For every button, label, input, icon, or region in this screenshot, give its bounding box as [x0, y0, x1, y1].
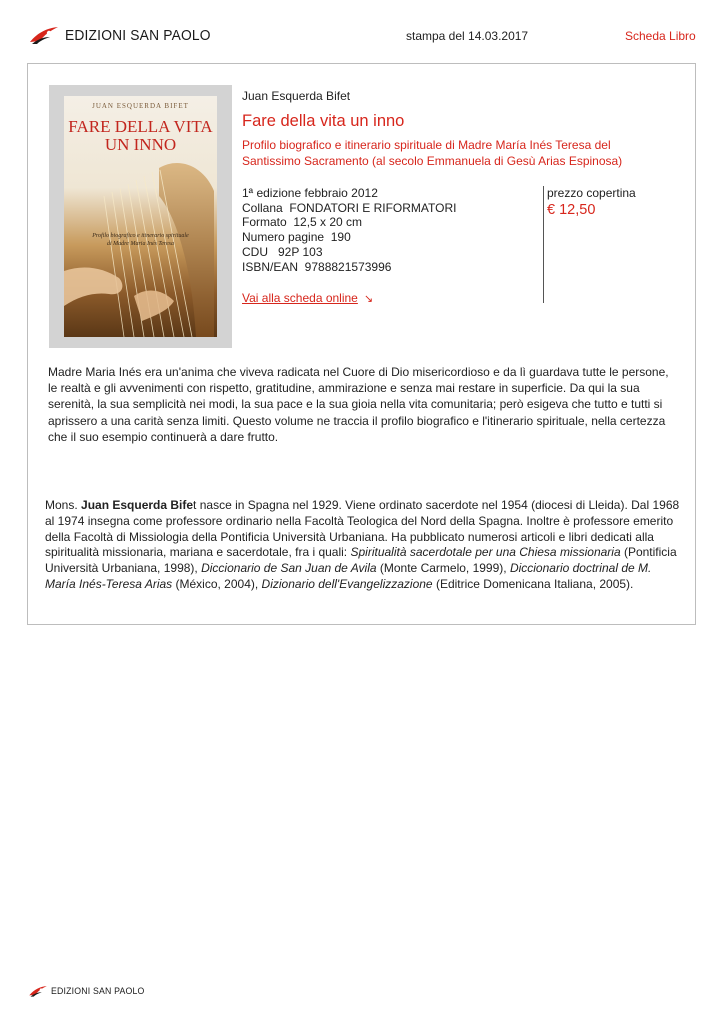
isbn-line: ISBN/EAN 9788821573996: [242, 259, 392, 274]
cover-title-line1: FARE DELLA VITA: [68, 117, 213, 136]
book-subtitle: Profilo biografico e itinerario spirituale di Madre María Inés Teresa del Santissimo Sacramento (al secolo Emmanuela di Gesù Arias Espinosa): [242, 138, 623, 168]
bio-pub-2: (Monte Carmelo, 1999),: [376, 561, 510, 576]
bio-prefix: Mons.: [45, 498, 82, 512]
bio-work-4: Dizionario dell'Evangelizzazione: [261, 576, 433, 591]
edition-line: 1ª edizione febbraio 2012: [242, 186, 378, 200]
book-author: Juan Esquerda Bifet: [242, 89, 351, 103]
publisher-name: EDIZIONI SAN PAOLO: [65, 26, 211, 44]
book-card: [27, 63, 696, 625]
online-link-label[interactable]: Vai alla scheda online: [242, 291, 358, 305]
cover-artwork: [64, 96, 217, 337]
book-description: Madre Maria Inés era un'anima che viveva radicata nel Cuore di Dio misericordioso e da lì guardava tutte le persone, le realtà e gli avvenimenti con rispetto, gratitudine, ammirazione e senza mai restare in superficie. Da qui la sua serenità, la sua semplicità nei modi, la sua pace e la sua gioia nella vita comunitaria; però esigeva che tutto e tutti si aprissero a una carità senza limiti. Questo volume ne traccia il profilo biografico e l'itinerario spirituale, nella certezza che il suo esempio continuerà a dare frutto.: [48, 365, 669, 444]
bio-work-2: Diccionario de San Juan de Avila: [201, 561, 377, 576]
bio-text-1: t nasce in Spagna nel 1929. Viene ordinato sacerdote nel 1954 (diocesi di Lleida). Dal 1968 al 1974 insegna come professore ordinario nella Facoltà Teologica del Nord della Spagna. Inoltre è professore emerito della Facoltà di Missiologia della Pontificia Università Urbaniana. Ha pubblicato numerosi articoli e libri dedicati alla spiritualità missionaria, mariana e sacerdotale, fra i quali:: [45, 498, 680, 560]
pages-line: Numero pagine 190: [242, 230, 351, 245]
bio-author-name: Juan Esquerda Bife: [81, 498, 194, 512]
bio-pub-1: (Pontificia Università Urbaniana, 1998),: [45, 545, 677, 576]
footer-publisher-name: EDIZIONI SAN PAOLO: [51, 985, 145, 997]
bio-work-1: Spiritualità sacerdotale per una Chiesa missionaria: [350, 545, 621, 560]
page-header: [0, 0, 725, 60]
format-line: Formato 12,5 x 20 cm: [242, 215, 363, 230]
cover-subtitle-line1: Profilo biografico e itinerario spirituale: [92, 233, 189, 239]
cover-title-line2: UN INNO: [104, 135, 177, 154]
series-line: Collana FONDATORI E RIFORMATORI: [242, 200, 457, 215]
bio-pub-4: (Editrice Domenicana Italiana, 2005).: [432, 576, 634, 591]
print-date: stampa del 14.03.2017: [406, 29, 529, 43]
cover-author: JUAN ESQUERDA BIFET: [92, 102, 189, 110]
document-type-label: Scheda Libro: [625, 29, 696, 43]
book-title: Fare della vita un inno: [242, 112, 405, 130]
bio-work-3: Diccionario doctrinal de M. María Inés-Teresa Arias: [45, 561, 652, 591]
price-box: [543, 186, 664, 303]
san-paolo-swoosh-icon: [28, 24, 60, 46]
publisher-logo: [28, 24, 223, 46]
online-page-link[interactable]: [242, 291, 373, 305]
bio-pub-3: (México, 2004),: [172, 576, 262, 591]
book-details: [242, 186, 456, 274]
arrow-down-right-icon[interactable]: ↘: [363, 293, 374, 305]
cover-title: [64, 118, 217, 154]
cover-subtitle-line2: di Madre Maria Inés Teresa: [107, 241, 174, 247]
cdu-line: CDU 92P 103: [242, 244, 323, 259]
san-paolo-swoosh-icon: [28, 984, 48, 998]
book-cover: [49, 85, 232, 348]
author-bio: [45, 498, 685, 593]
footer-logo: [28, 984, 153, 998]
price-label: prezzo copertina: [547, 186, 636, 200]
price-value: € 12,50: [547, 202, 596, 218]
cover-subtitle: [64, 232, 217, 248]
